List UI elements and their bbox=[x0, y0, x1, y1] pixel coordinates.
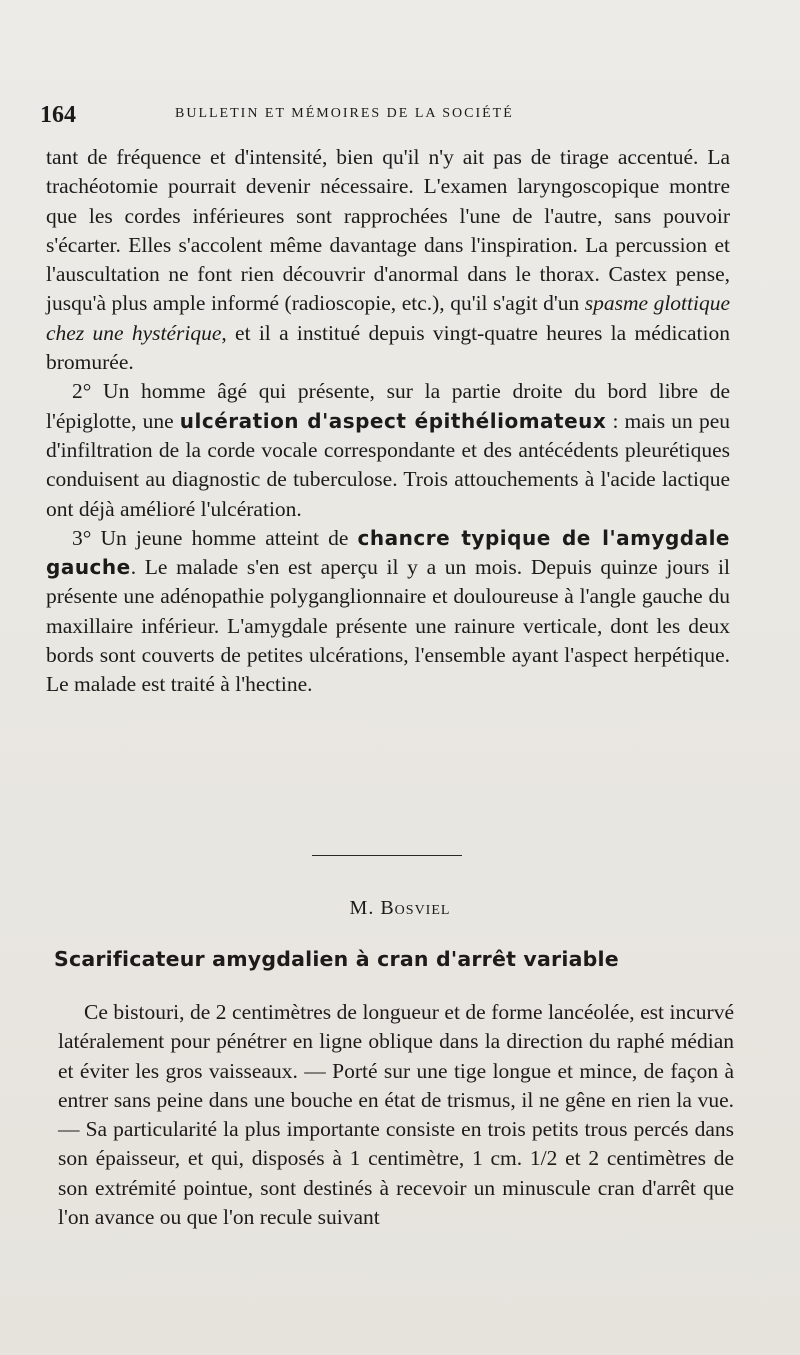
paragraph-1 bbox=[46, 143, 730, 377]
paragraph-2-bold: ulcération d'aspect épithéliomateux bbox=[179, 408, 607, 433]
section-title: Scarificateur amygdalien à cran d'arrêt variable bbox=[54, 947, 619, 971]
paragraph-3 bbox=[46, 524, 730, 700]
page-number: 164 bbox=[40, 102, 76, 128]
case-report-text bbox=[46, 143, 730, 700]
instrument-description bbox=[58, 998, 734, 1232]
author-name bbox=[0, 897, 800, 920]
paragraph-3-text: 3° Un jeune homme atteint de bbox=[72, 525, 358, 550]
author-initial: M. bbox=[349, 897, 381, 919]
paragraph-2-end: : mais un peu d'infiltration de la corde vocale correspondante et des antécédents pleurétiques conduisent au diagnostic de tuberculose. Trois attouchements à l'acide lactique ont déjà amélioré l'ulcération. bbox=[46, 408, 730, 521]
paragraph-1-end: , et il a institué depuis vingt-quatre heures la médication bromurée. bbox=[46, 320, 730, 375]
paragraph-4: Ce bistouri, de 2 centimètres de longueur et de forme lancéolée, est incurvé latéralement pour pénétrer en ligne oblique dans la direction du raphé médian et éviter les gros vaisseaux. — Porté sur une tige longue et mince, de façon à entrer sans peine dans une bouche en état de trismus, il ne gêne en rien la vue. — Sa particularité la plus importante consiste en trois petits trous percés dans son épaisseur, et qui, disposés à 1 centimètre, 1 cm. 1/2 et 2 centimètres de son extrémité pointue, sont destinés à recevoir un minuscule cran d'arrêt que l'on avance ou que l'on recule suivant bbox=[58, 1000, 734, 1230]
section-divider bbox=[312, 855, 462, 856]
author-surname: Bosviel bbox=[380, 897, 451, 919]
running-head: BULLETIN ET MÉMOIRES DE LA SOCIÉTÉ bbox=[175, 106, 514, 121]
paragraph-3-bold: chancre typique de l'amygdale gauche bbox=[46, 525, 730, 580]
paragraph-1-text: tant de fréquence et d'intensité, bien qu'il n'y ait pas de tirage accentué. La trachéotomie pourrait devenir nécessaire. L'examen laryngoscopique montre que les cordes inférieures sont rapprochées l'une de l'autre, sans pouvoir s'écarter. Elles s'accolent même davantage dans l'inspiration. La percussion et l'auscultation ne font rien découvrir d'anormal dans le thorax. Castex pense, jusqu'à plus ample informé (radioscopie, etc.), qu'il s'agit d'un bbox=[46, 145, 730, 316]
paragraph-2 bbox=[46, 377, 730, 523]
paragraph-3-end: . Le malade s'en est aperçu il y a un mois. Depuis quinze jours il présente une adénopathie polyganglionnaire et douloureuse à l'angle gauche du maxillaire inférieur. L'amygdale présente une rainure verticale, dont les deux bords sont couverts de petites ulcérations, l'ensemble ayant l'aspect herpétique. Le malade est traité à l'hectine. bbox=[46, 555, 730, 697]
page-header bbox=[40, 100, 740, 130]
paragraph-1-italic: spasme glottique chez une hystérique bbox=[46, 291, 731, 345]
paragraph-2-text: 2° Un homme âgé qui présente, sur la partie droite du bord libre de l'épiglotte, une bbox=[46, 379, 730, 433]
